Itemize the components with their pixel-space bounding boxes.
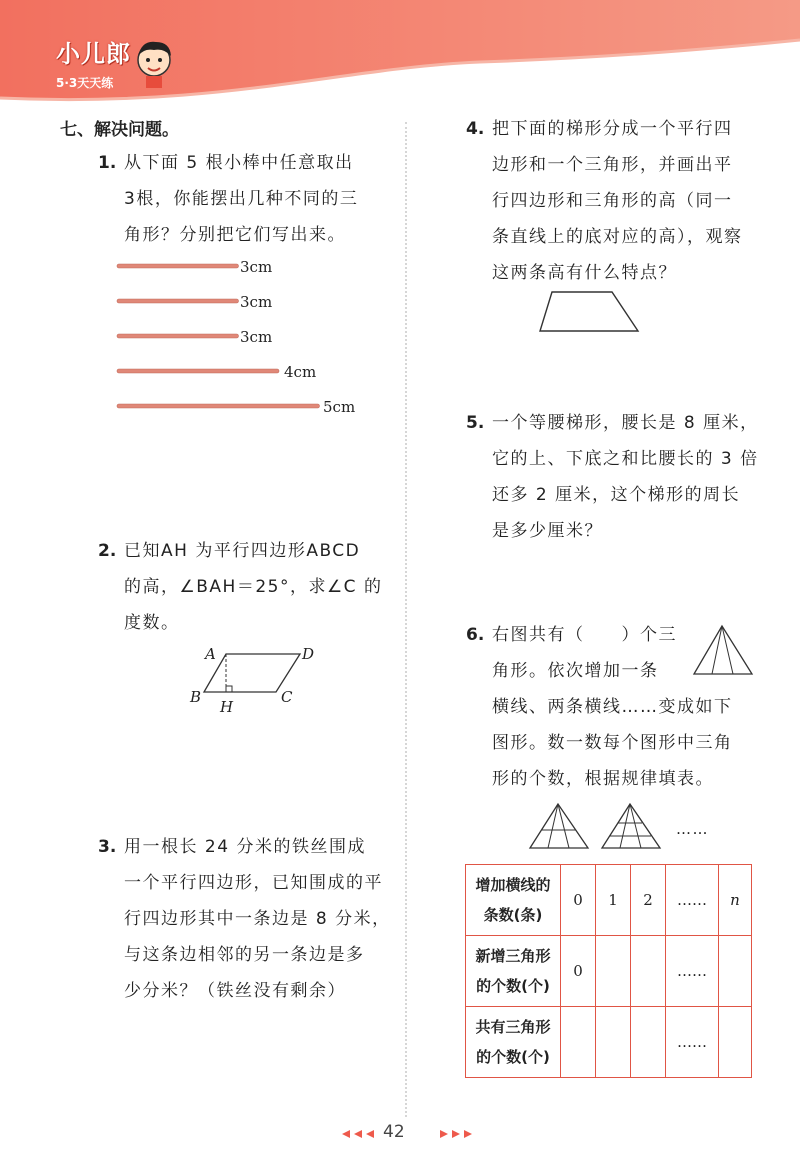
table-cell: …… bbox=[666, 865, 719, 936]
q6-line-3: 横线、两条横线……变成如下 bbox=[492, 697, 733, 717]
q3-number: 3. bbox=[98, 837, 117, 857]
q6-line-5: 形的个数，根据规律填表。 bbox=[492, 769, 714, 789]
stick-1 bbox=[117, 264, 239, 268]
stick-label-4: 4cm bbox=[284, 363, 317, 381]
sticks-figure bbox=[0, 250, 400, 420]
q4-line-1: 把下面的梯形分成一个平行四 bbox=[492, 119, 733, 139]
page-number: 42 bbox=[383, 1122, 405, 1142]
table-cell bbox=[631, 936, 666, 1007]
point-label-b: B bbox=[190, 688, 202, 706]
section-title: 七、解决问题。 bbox=[60, 120, 179, 140]
head-text: 条数(条) bbox=[483, 906, 543, 924]
table-cell bbox=[561, 1007, 596, 1078]
table-row-new bbox=[466, 936, 752, 1007]
page-header bbox=[0, 0, 800, 120]
q4-line-3: 行四边形和三角形的高（同一 bbox=[492, 191, 733, 211]
stick-4 bbox=[117, 369, 279, 373]
q2-line-3: 度数。 bbox=[124, 613, 180, 633]
point-label-c: C bbox=[281, 688, 293, 706]
q3-line-2: 一个平行四边形，已知围成的平 bbox=[124, 873, 383, 893]
table-cell: 1 bbox=[596, 865, 631, 936]
triangle-two-lines-figure bbox=[600, 800, 670, 852]
table-cell: n bbox=[719, 865, 752, 936]
head-text: 新增三角形 bbox=[475, 947, 551, 965]
figures-ellipsis: …… bbox=[676, 820, 709, 838]
q6-number: 6. bbox=[466, 625, 485, 645]
q1-line-3: 角形？分别把它们写出来。 bbox=[124, 225, 346, 245]
q5-line-1: 一个等腰梯形，腰长是 8 厘米， bbox=[492, 413, 759, 433]
table-cell: 0 bbox=[561, 936, 596, 1007]
q4-line-2: 边形和一个三角形，并画出平 bbox=[492, 155, 733, 175]
head-text: 增加横线的 bbox=[475, 876, 551, 894]
brand-name: 小儿郎 bbox=[56, 40, 131, 68]
table-head bbox=[466, 1007, 561, 1078]
q4-line-5: 这两条高有什么特点？ bbox=[492, 263, 677, 283]
q5-line-4: 是多少厘米？ bbox=[492, 521, 603, 541]
point-label-h: H bbox=[220, 698, 234, 716]
stick-2 bbox=[117, 299, 239, 303]
q3-line-4: 与这条边相邻的另一条边是多 bbox=[124, 945, 365, 965]
fan-triangle-figure bbox=[690, 622, 760, 682]
point-label-d: D bbox=[302, 645, 315, 663]
q2-number: 2. bbox=[98, 541, 117, 561]
table-cell: …… bbox=[666, 936, 719, 1007]
brand-subtitle: 5·3天天练 bbox=[56, 76, 114, 90]
table-cell bbox=[719, 936, 752, 1007]
table-cell bbox=[596, 936, 631, 1007]
table-cell: …… bbox=[666, 1007, 719, 1078]
table-cell: 0 bbox=[561, 865, 596, 936]
table-row-total bbox=[466, 1007, 752, 1078]
q1-line-2: 3根，你能摆出几种不同的三 bbox=[124, 189, 359, 209]
table-head bbox=[466, 936, 561, 1007]
head-text: 的个数(个) bbox=[476, 1048, 550, 1066]
mascot-icon bbox=[132, 36, 176, 88]
q2-line-2: 的高，∠BAH＝25°，求∠C 的 bbox=[124, 577, 383, 597]
q6-line-4: 图形。数一数每个图形中三角 bbox=[492, 733, 733, 753]
table-cell: 2 bbox=[631, 865, 666, 936]
pattern-table bbox=[465, 864, 752, 1078]
head-text: 共有三角形 bbox=[475, 1018, 551, 1036]
point-label-a: A bbox=[205, 645, 216, 663]
q3-line-3: 行四边形其中一条边是 8 分米， bbox=[124, 909, 391, 929]
triangle-one-line-figure bbox=[528, 800, 598, 852]
q4-number: 4. bbox=[466, 119, 485, 139]
column-divider bbox=[405, 122, 407, 1117]
table-cell bbox=[596, 1007, 631, 1078]
q3-line-5: 少分米？（铁丝没有剩余） bbox=[124, 981, 346, 1001]
stick-5 bbox=[117, 404, 320, 408]
q5-line-2: 它的上、下底之和比腰长的 3 倍 bbox=[492, 449, 759, 469]
stick-label-5: 5cm bbox=[323, 398, 356, 416]
q5-number: 5. bbox=[466, 413, 485, 433]
table-cell bbox=[719, 1007, 752, 1078]
q4-line-4: 条直线上的底对应的高），观察 bbox=[492, 227, 743, 247]
stick-label-3: 3cm bbox=[240, 328, 273, 346]
stick-label-2: 3cm bbox=[240, 293, 273, 311]
q2-line-1: 已知AH 为平行四边形ABCD bbox=[124, 541, 361, 561]
head-text: 的个数(个) bbox=[476, 977, 550, 995]
q5-line-3: 还多 2 厘米，这个梯形的周长 bbox=[492, 485, 741, 505]
table-head bbox=[466, 865, 561, 936]
q3-line-1: 用一根长 24 分米的铁丝围成 bbox=[124, 837, 366, 857]
q1-line-1: 从下面 5 根小棒中任意取出 bbox=[124, 153, 354, 173]
stick-label-1: 3cm bbox=[240, 258, 273, 276]
q1-number: 1. bbox=[98, 153, 117, 173]
q6-line-2: 角形。依次增加一条 bbox=[492, 661, 659, 681]
trapezoid-figure bbox=[536, 286, 646, 336]
stick-3 bbox=[117, 334, 239, 338]
table-row-lines bbox=[466, 865, 752, 936]
table-cell bbox=[631, 1007, 666, 1078]
q6-line-1: 右图共有（ ）个三 bbox=[492, 625, 677, 645]
